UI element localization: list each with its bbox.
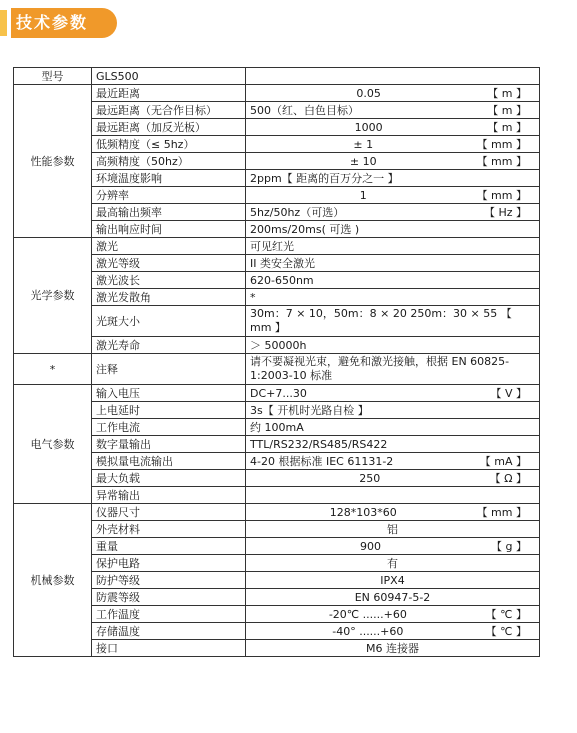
table-row	[14, 272, 540, 289]
param-name: 存储温度	[92, 623, 246, 640]
param-value-cell	[246, 102, 540, 119]
table-row	[14, 521, 540, 538]
param-value: 5hz/50hz（可选）	[250, 205, 345, 219]
table-row	[14, 337, 540, 354]
param-value: 请不要凝视光束，避免和激光接触，根据 EN 60825-1:2003-10 标准	[250, 355, 510, 382]
param-name: 最远距离（加反光板）	[92, 119, 246, 136]
param-value-cell	[246, 255, 540, 272]
param-value-cell	[246, 153, 540, 170]
param-unit: 【 g 】	[491, 539, 527, 553]
banner-accent-bar	[0, 10, 7, 36]
param-value-cell	[246, 170, 540, 187]
param-name: 分辨率	[92, 187, 246, 204]
param-unit: 【 mm 】	[476, 137, 527, 151]
param-value: 约 100mA	[250, 420, 304, 434]
category-cell: 电气参数	[14, 385, 92, 504]
section-title: 技术参数	[16, 13, 89, 32]
param-value: ＞ 50000h	[250, 338, 307, 352]
param-name: 激光波长	[92, 272, 246, 289]
param-name: 接口	[92, 640, 246, 657]
table-row	[14, 623, 540, 640]
table-row	[14, 402, 540, 419]
param-value-cell	[246, 272, 540, 289]
table-row	[14, 170, 540, 187]
param-name: 最高输出频率	[92, 204, 246, 221]
param-value: 1000	[354, 120, 383, 134]
param-name: 激光寿命	[92, 337, 246, 354]
param-name: 低频精度（≤ 5hz）	[92, 136, 246, 153]
param-name: 重量	[92, 538, 246, 555]
param-name: 输入电压	[92, 385, 246, 402]
param-name: 仪器尺寸	[92, 504, 246, 521]
param-value-cell	[246, 436, 540, 453]
table-row	[14, 187, 540, 204]
param-value: M6 连接器	[366, 641, 419, 655]
param-name: 保护电路	[92, 555, 246, 572]
param-value: 3s【 开机时光路自检 】	[250, 403, 369, 417]
param-name: 环境温度影响	[92, 170, 246, 187]
spec-table	[13, 67, 540, 657]
param-value: -40° ......+60	[332, 624, 404, 638]
param-value: DC+7...30	[250, 386, 307, 400]
param-name: 光斑大小	[92, 306, 246, 337]
param-value: 900	[360, 539, 381, 553]
param-unit: 【 mm 】	[476, 505, 527, 519]
table-row	[14, 572, 540, 589]
param-name: 注释	[92, 354, 246, 385]
param-value-cell	[246, 623, 540, 640]
table-row-model	[14, 68, 540, 85]
model-empty-cell	[246, 68, 540, 85]
param-name: 防护等级	[92, 572, 246, 589]
param-unit: 【 m 】	[487, 86, 527, 100]
param-unit: 【 m 】	[487, 120, 527, 134]
category-cell: 机械参数	[14, 504, 92, 657]
param-name: 输出响应时间	[92, 221, 246, 238]
param-value-cell	[246, 187, 540, 204]
param-value-cell	[246, 119, 540, 136]
table-row	[14, 102, 540, 119]
param-value-cell	[246, 385, 540, 402]
param-value-cell	[246, 238, 540, 255]
param-value-cell	[246, 402, 540, 419]
table-row	[14, 85, 540, 102]
table-row	[14, 470, 540, 487]
table-row	[14, 640, 540, 657]
param-value: 有	[387, 556, 398, 570]
param-value-cell	[246, 640, 540, 657]
param-unit: 【 Hz 】	[483, 205, 527, 219]
param-name: 激光	[92, 238, 246, 255]
param-unit: 【 ℃ 】	[485, 624, 527, 638]
table-row	[14, 555, 540, 572]
param-value-cell	[246, 337, 540, 354]
param-value: 2ppm【 距离的百万分之一 】	[250, 171, 399, 185]
table-row	[14, 221, 540, 238]
param-name: 最近距离	[92, 85, 246, 102]
param-value: 4-20 根据标准 IEC 61131-2	[250, 454, 394, 468]
param-value-cell	[246, 487, 540, 504]
param-name: 最大负载	[92, 470, 246, 487]
category-cell: *	[14, 354, 92, 385]
param-value: 0.05	[356, 86, 381, 100]
param-name: 最远距离（无合作目标）	[92, 102, 246, 119]
table-row	[14, 238, 540, 255]
table-row	[14, 453, 540, 470]
table-row	[14, 306, 540, 337]
param-value: EN 60947-5-2	[354, 590, 431, 604]
param-name: 模拟量电流输出	[92, 453, 246, 470]
param-value: 620-650nm	[250, 273, 314, 287]
param-value-cell	[246, 606, 540, 623]
table-row	[14, 436, 540, 453]
table-row	[14, 504, 540, 521]
param-unit: 【 mm 】	[476, 154, 527, 168]
param-unit: 【 mA 】	[479, 454, 527, 468]
param-value-cell	[246, 572, 540, 589]
param-value-cell	[246, 521, 540, 538]
param-name: 激光等级	[92, 255, 246, 272]
table-row	[14, 589, 540, 606]
param-unit: 【 Ω 】	[489, 471, 527, 485]
param-value: *	[250, 290, 256, 304]
param-name: 异常输出	[92, 487, 246, 504]
param-value-cell	[246, 85, 540, 102]
param-value: -20℃ ......+60	[328, 607, 407, 621]
model-value: GLS500	[92, 68, 246, 85]
param-name: 防震等级	[92, 589, 246, 606]
table-row	[14, 289, 540, 306]
table-row	[14, 606, 540, 623]
table-row	[14, 419, 540, 436]
table-row	[14, 136, 540, 153]
param-value-cell	[246, 453, 540, 470]
param-name: 高频精度（50hz）	[92, 153, 246, 170]
param-value: 250	[359, 471, 381, 485]
param-value: 200ms/20ms( 可选 )	[250, 222, 360, 236]
param-value-cell	[246, 589, 540, 606]
param-value: IPX4	[380, 573, 405, 587]
param-value: 128*103*60	[329, 505, 397, 519]
param-value: 铝	[387, 522, 398, 536]
table-row	[14, 354, 540, 385]
param-value-cell	[246, 504, 540, 521]
param-value: 500（红、白色目标）	[250, 103, 359, 117]
param-name: 工作电流	[92, 419, 246, 436]
category-cell: 光学参数	[14, 238, 92, 354]
param-unit: 【 V 】	[490, 386, 527, 400]
param-value: ± 1	[353, 137, 374, 151]
banner-tag	[11, 8, 117, 38]
param-name: 工作温度	[92, 606, 246, 623]
param-value: TTL/RS232/RS485/RS422	[250, 437, 388, 451]
param-value-cell	[246, 136, 540, 153]
param-value-cell	[246, 221, 540, 238]
param-value: ± 10	[349, 154, 377, 168]
param-value-cell	[246, 204, 540, 221]
param-value-cell	[246, 470, 540, 487]
param-value-cell	[246, 555, 540, 572]
table-row	[14, 119, 540, 136]
param-name: 数字量输出	[92, 436, 246, 453]
table-row	[14, 487, 540, 504]
param-value-cell	[246, 306, 540, 337]
param-name: 激光发散角	[92, 289, 246, 306]
model-label: 型号	[14, 68, 92, 85]
table-row	[14, 153, 540, 170]
param-value: 可见红光	[250, 239, 294, 253]
param-value: II 类安全激光	[250, 256, 315, 270]
param-value-cell	[246, 289, 540, 306]
table-row	[14, 255, 540, 272]
table-row	[14, 204, 540, 221]
param-value: 1	[359, 188, 367, 202]
param-name: 上电延时	[92, 402, 246, 419]
param-value-cell	[246, 354, 540, 385]
param-unit: 【 mm 】	[476, 188, 527, 202]
param-name: 外壳材料	[92, 521, 246, 538]
param-value-cell	[246, 538, 540, 555]
param-value-cell	[246, 419, 540, 436]
param-unit: 【 ℃ 】	[485, 607, 527, 621]
param-value: 30m：7 × 10，50m：8 × 20 250m：30 × 55 【 mm 】	[250, 307, 512, 334]
category-cell: 性能参数	[14, 85, 92, 238]
table-row	[14, 538, 540, 555]
param-unit: 【 m 】	[487, 103, 527, 117]
table-row	[14, 385, 540, 402]
